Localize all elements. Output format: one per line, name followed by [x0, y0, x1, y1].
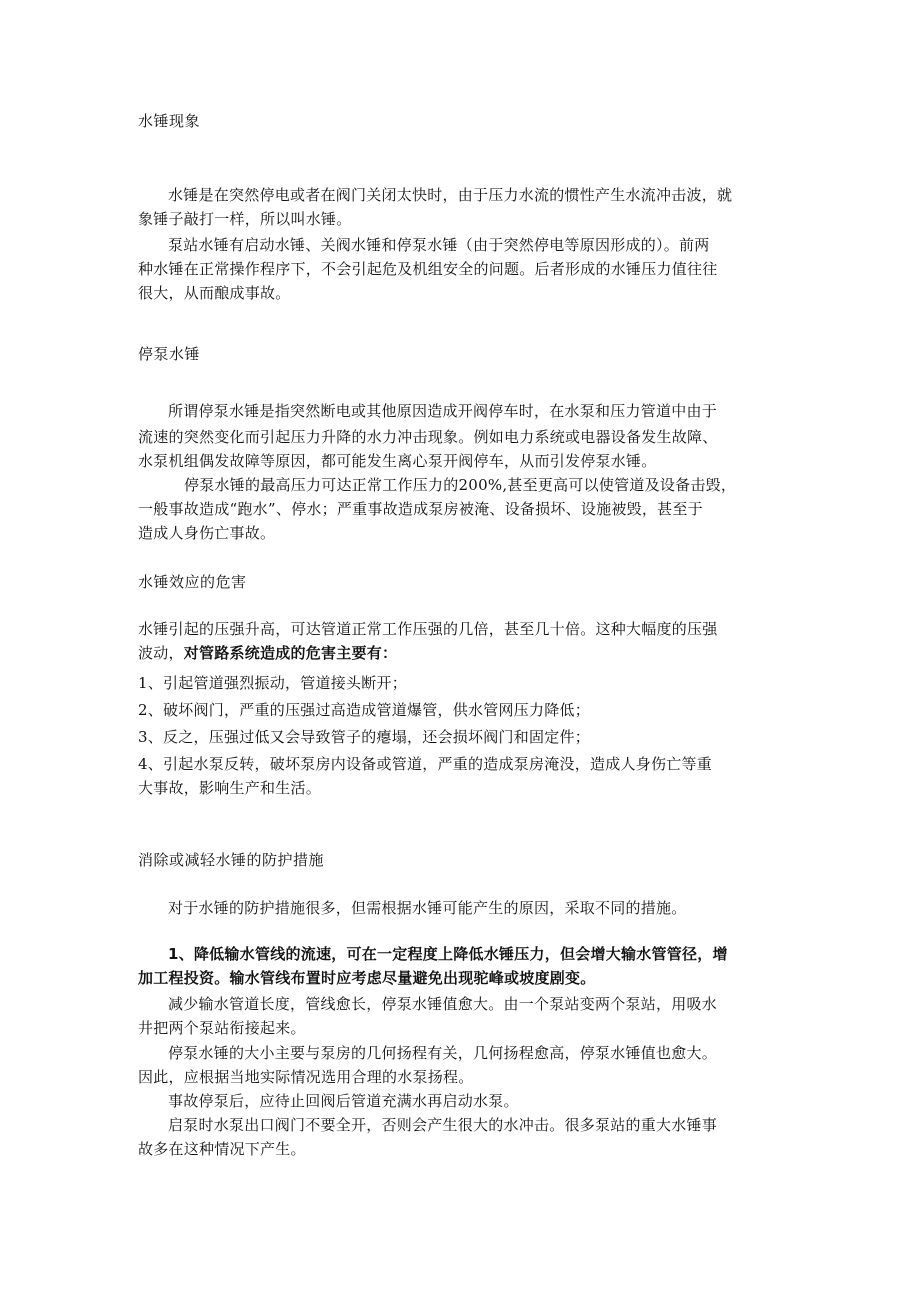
- paragraph-line: [138, 643, 397, 663]
- paragraph-line: 事故停泵后，应待止回阀后管道充满水再启动水泵。: [168, 1092, 519, 1110]
- list-item: 1、引起管道强烈振动，管道接头断开；: [138, 674, 408, 692]
- paragraph-line: 启泵时水泵出口阀门不要全开，否则会产生很大的水冲击。很多泵站的重大水锤事: [168, 1116, 718, 1134]
- bold-paragraph-line: 1、降低输水管线的流速，可在一定程度上降低水锤压力，但会增大输水管管径，增: [168, 945, 728, 963]
- paragraph-line: 井把两个泵站衔接起来。: [138, 1019, 306, 1037]
- paragraph-line: 停泵水锤的最高压力可达正常工作压力的200%,甚至更高可以使管道及设备击毁，: [184, 476, 737, 494]
- section-heading: 水锤现象: [138, 112, 201, 130]
- list-item: 4、引起水泵反转，破坏泵房内设备或管道，严重的造成泵房淹没，造成人身伤亡等重: [138, 755, 713, 773]
- section-heading: 停泵水锤: [138, 345, 201, 363]
- paragraph-line: 泵站水锤有启动水锤、关阀水锤和停泵水锤（由于突然停电等原因形成的）。前两: [168, 236, 710, 254]
- paragraph-line: 水锤是在突然停电或者在阀门关闭太快时，由于压力水流的惯性产生水流冲击波，就: [168, 186, 733, 204]
- paragraph-line: 对于水锤的防护措施很多，但需根据水锤可能产生的原因，采取不同的措施。: [168, 899, 687, 917]
- paragraph-line: 很大，从而酿成事故。: [138, 284, 291, 302]
- paragraph-line-start: 波动，: [138, 644, 184, 662]
- paragraph-line: 水锤引起的压强升高，可达管道正常工作压强的几倍，甚至几十倍。这种大幅度的压强: [138, 620, 718, 638]
- list-item: 2、破坏阀门，严重的压强过高造成管道爆管，供水管网压力降低；: [138, 701, 591, 719]
- paragraph-line: 造成人身伤亡事故。: [138, 524, 276, 542]
- list-item-continuation: 大事故，影响生产和生活。: [138, 779, 322, 797]
- list-item: 3、反之，压强过低又会导致管子的瘪塌，还会损坏阀门和固定件；: [138, 728, 591, 746]
- paragraph-line: 减少输水管道长度，管线愈长，停泵水锤值愈大。由一个泵站变两个泵站，用吸水: [168, 995, 718, 1013]
- paragraph-line: 流速的突然变化而引起压力升降的水力冲击现象。例如电力系统或电器设备发生故障、: [138, 428, 718, 446]
- paragraph-line: 水泵机组偶发故障等原因，都可能发生离心泵开阀停车，从而引发停泵水锤。: [138, 452, 657, 470]
- paragraph-line: 停泵水锤的大小主要与泵房的几何扬程有关，几何扬程愈高，停泵水锤值也愈大。: [168, 1044, 718, 1062]
- bold-paragraph-line: 加工程投资。输水管线布置时应考虑尽量避免出现驼峰或坡度剧变。: [138, 969, 596, 987]
- paragraph-line: 所谓停泵水锤是指突然断电或其他原因造成开阀停车时，在水泵和压力管道中由于: [168, 402, 718, 420]
- section-heading: 消除或减轻水锤的防护措施: [138, 851, 325, 869]
- paragraph-line: 一般事故造成“跑水”、停水；严重事故造成泵房被淹、设备损坏、设施被毁，甚至于: [138, 500, 703, 518]
- paragraph-line: 种水锤在正常操作程序下，不会引起危及机组安全的问题。后者形成的水锤压力值往往: [138, 260, 718, 278]
- paragraph-line: 故多在这种情况下产生。: [138, 1140, 306, 1158]
- emphasis-text: 对管路系统造成的危害主要有：: [183, 644, 398, 662]
- section-heading: 水锤效应的危害: [138, 573, 247, 591]
- paragraph-line: 象锤子敲打一样，所以叫水锤。: [138, 210, 352, 228]
- paragraph-line: 因此，应根据当地实际情况选用合理的水泵扬程。: [138, 1068, 474, 1086]
